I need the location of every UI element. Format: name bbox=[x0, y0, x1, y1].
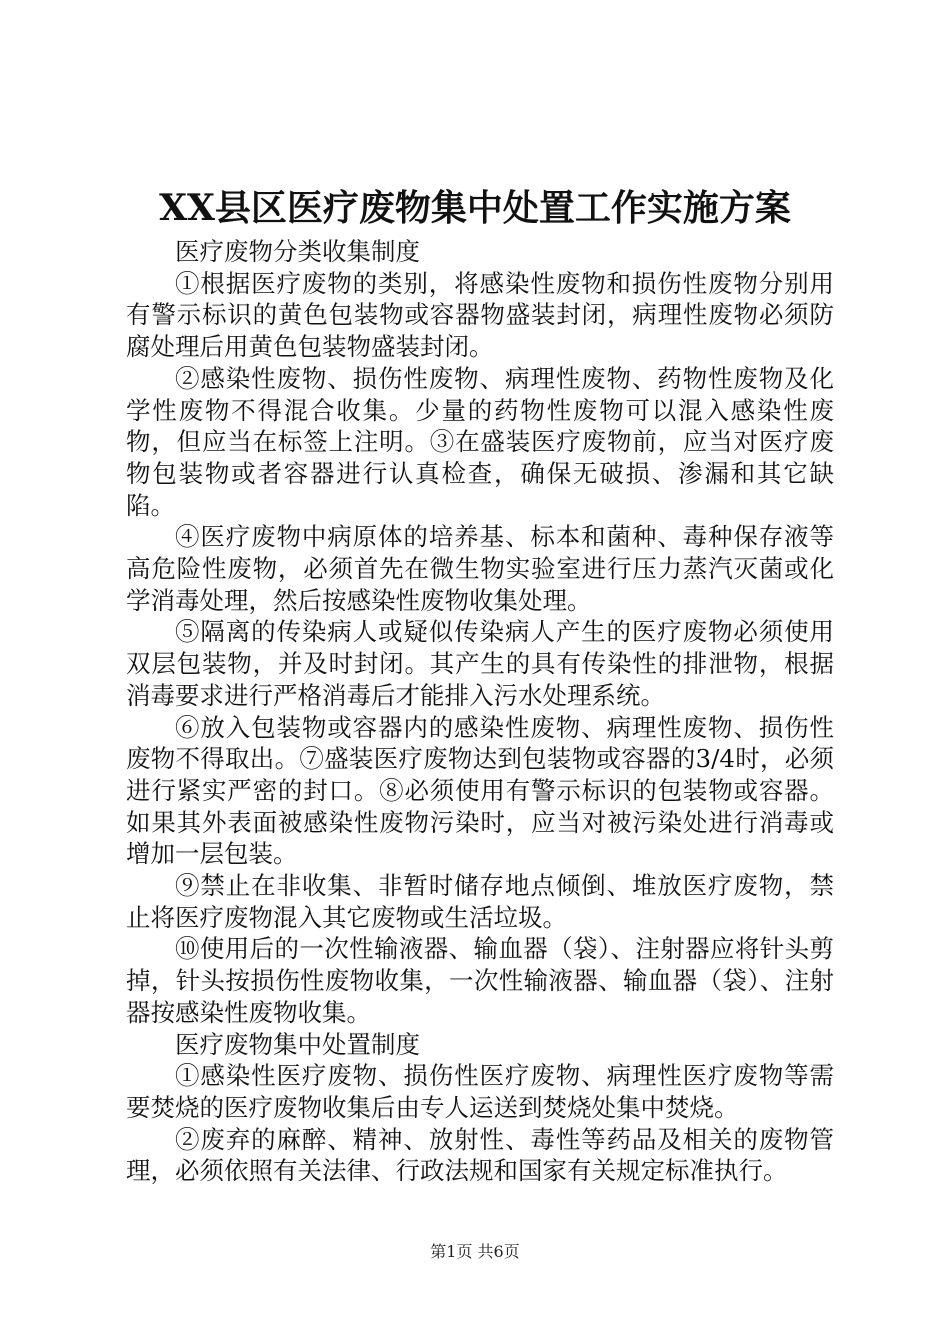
paragraph: ②废弃的麻醉、精神、放射性、毒性等药品及相关的废物管理，必须依照有关法律、行政法规和国家有关规定标准执行。 bbox=[126, 1124, 834, 1186]
paragraph: ⑥放入包装物或容器内的感染性废物、病理性废物、损伤性废物不得取出。⑦盛装医疗废物达到包装物或容器的3/4时，必须进行紧实严密的封口。⑧必须使用有警示标识的包装物或容器。如果其外表面被感染性废物污染时，应当对被污染处进行消毒或增加一层包装。 bbox=[126, 712, 834, 869]
paragraph: ①根据医疗废物的类别，将感染性废物和损伤性废物分别用有警示标识的黄色包装物或容器物盛装封闭，病理性废物必须防腐处理后用黄色包装物盛装封闭。 bbox=[126, 268, 834, 362]
section-heading-classification: 医疗废物分类收集制度 bbox=[175, 237, 420, 266]
paragraph: ⑩使用后的一次性输液器、输血器（袋）、注射器应将针头剪掉，针头按损伤性废物收集，一次性输液器、输血器（袋）、注射器按感染性废物收集。 bbox=[126, 934, 834, 1027]
page-number-footer: 第1页 共6页 bbox=[430, 1242, 520, 1261]
paragraph: ⑨禁止在非收集、非暂时储存地点倾倒、堆放医疗废物，禁止将医疗废物混入其它废物或生活垃圾。 bbox=[126, 871, 834, 932]
paragraph: ④医疗废物中病原体的培养基、标本和菌种、毒种保存液等高危险性废物，必须首先在微生物实验室进行压力蒸汽灭菌或化学消毒处理，然后按感染性废物收集处理。 bbox=[126, 522, 834, 615]
section-heading-disposal: 医疗废物集中处置制度 bbox=[175, 1029, 420, 1059]
paragraph: ①感染性医疗废物、损伤性医疗废物、病理性医疗废物等需要焚烧的医疗废物收集后由专人运送到焚烧处集中焚烧。 bbox=[126, 1061, 834, 1122]
paragraph: ②感染性废物、损伤性废物、病理性废物、药物性废物及化学性废物不得混合收集。少量的药物性废物可以混入感染性废物，但应当在标签上注明。③在盛装医疗废物前，应当对医疗废物包装物或者容器进行认真检查，确保无破损、渗漏和其它缺陷。 bbox=[126, 363, 834, 520]
document-body bbox=[126, 236, 834, 1187]
document-title: XX县区医疗废物集中处置工作实施方案 bbox=[159, 187, 791, 229]
paragraph: ⑤隔离的传染病人或疑似传染病人产生的医疗废物必须使用双层包装物，并及时封闭。其产生的具有传染性的排泄物，根据消毒要求进行严格消毒后才能排入污水处理系统。 bbox=[126, 617, 834, 710]
